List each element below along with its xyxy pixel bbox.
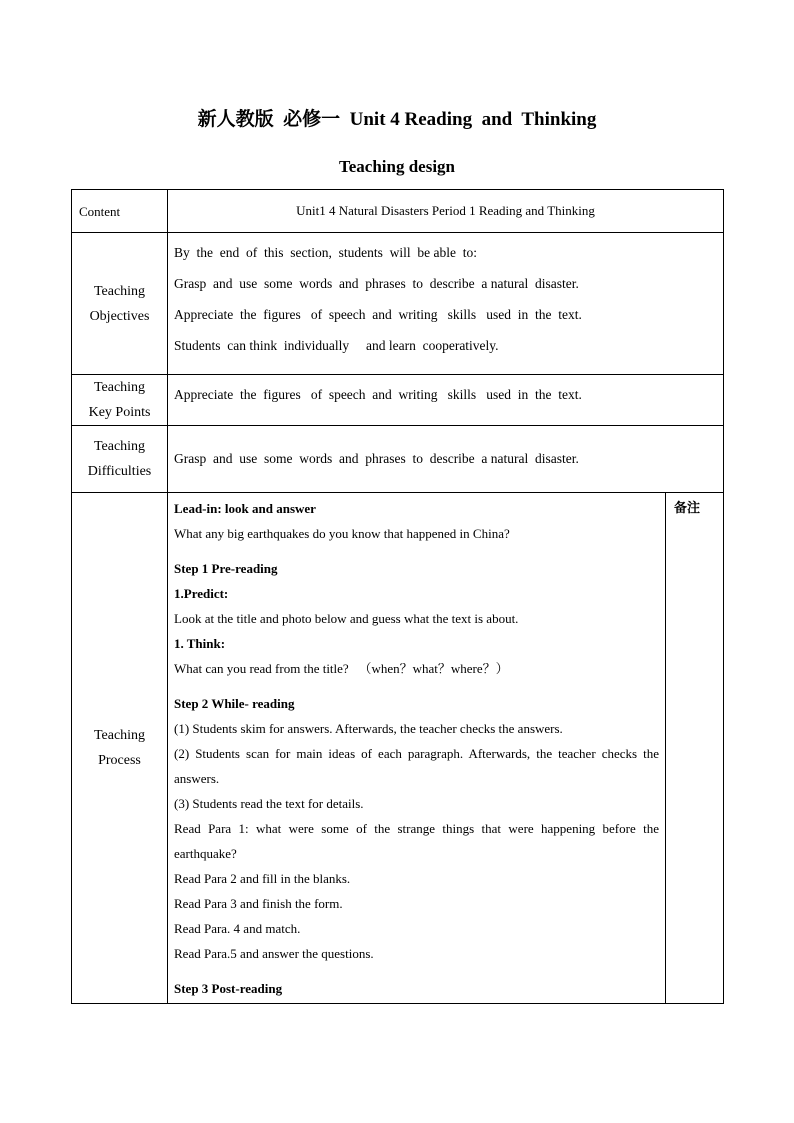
step1-heading: Step 1 Pre-reading (174, 561, 278, 576)
process-label (72, 493, 168, 1004)
objective-line: Grasp and use some words and phrases to describe a natural disaster. (174, 276, 579, 291)
process-label-line2: Process (98, 753, 141, 768)
document-title: 新人教版 必修一 Unit 4 Reading and Thinking (197, 109, 597, 130)
notes-column (666, 493, 724, 1004)
difficulties-label-line1: Teaching (93, 439, 146, 454)
row-process (72, 493, 724, 1004)
objectives-label-line2: Objectives (89, 308, 150, 324)
process-content (168, 493, 666, 1004)
objective-line: Appreciate the figures of speech and writing skills used in the text. (174, 307, 582, 322)
lead-in-heading: Lead-in: look and answer (174, 501, 316, 516)
difficulties-content (168, 426, 724, 493)
objectives-label-line1: Teaching (93, 283, 146, 299)
key-points-content (168, 375, 724, 426)
document-subtitle: Teaching design (338, 157, 456, 176)
row-objectives (72, 233, 724, 375)
teaching-design-table (71, 189, 724, 1004)
step2-item-2: (2) Students scan for main ideas of each paragraph. Afterwards, the teacher checks the answers. (174, 746, 659, 786)
para1-task: Read Para 1: what were some of the strange things that were happening before the earthquake? (174, 821, 659, 861)
process-label-line1: Teaching (93, 728, 146, 743)
content-value: Unit1 4 Natural Disasters Period 1 Reading and Thinking (168, 190, 724, 233)
para3-task: Read Para 3 and finish the form. (174, 896, 343, 911)
objective-line: By the end of this section, students will be able to: (174, 245, 477, 260)
key-points-label-line2: Key Points (88, 405, 151, 420)
key-points-text: Appreciate the figures of speech and writing skills used in the text. (174, 387, 582, 402)
predict-heading: 1.Predict: (174, 586, 229, 601)
predict-text: Look at the title and photo below and guess what the text is about. (174, 611, 519, 626)
difficulties-label-line2: Difficulties (87, 464, 152, 479)
row-key-points (72, 375, 724, 426)
step2-item-3: (3) Students read the text for details. (174, 796, 364, 811)
key-points-label (72, 375, 168, 426)
step2-heading: Step 2 While- reading (174, 696, 295, 711)
objectives-label (72, 233, 168, 375)
para4-task: Read Para. 4 and match. (174, 921, 301, 936)
step2-item-1: (1) Students skim for answers. Afterwards, the teacher checks the answers. (174, 721, 563, 736)
objectives-content (168, 233, 724, 375)
difficulties-text: Grasp and use some words and phrases to describe a natural disaster. (174, 450, 579, 466)
key-points-label-line1: Teaching (93, 380, 146, 395)
think-text: What can you read from the title? （when？what？where？） (174, 661, 509, 676)
content-label: Content (72, 190, 168, 233)
row-content (72, 190, 724, 233)
row-difficulties (72, 426, 724, 493)
difficulties-label (72, 426, 168, 493)
para2-task: Read Para 2 and fill in the blanks. (174, 871, 351, 886)
para5-task: Read Para.5 and answer the questions. (174, 946, 374, 961)
step3-heading: Step 3 Post-reading (174, 981, 283, 996)
lead-in-question: What any big earthquakes do you know that happened in China? (174, 526, 510, 541)
objective-line: Students can think individually and learn cooperatively. (174, 338, 499, 353)
notes-label: 备注 (674, 500, 701, 515)
think-heading: 1. Think: (174, 636, 226, 651)
